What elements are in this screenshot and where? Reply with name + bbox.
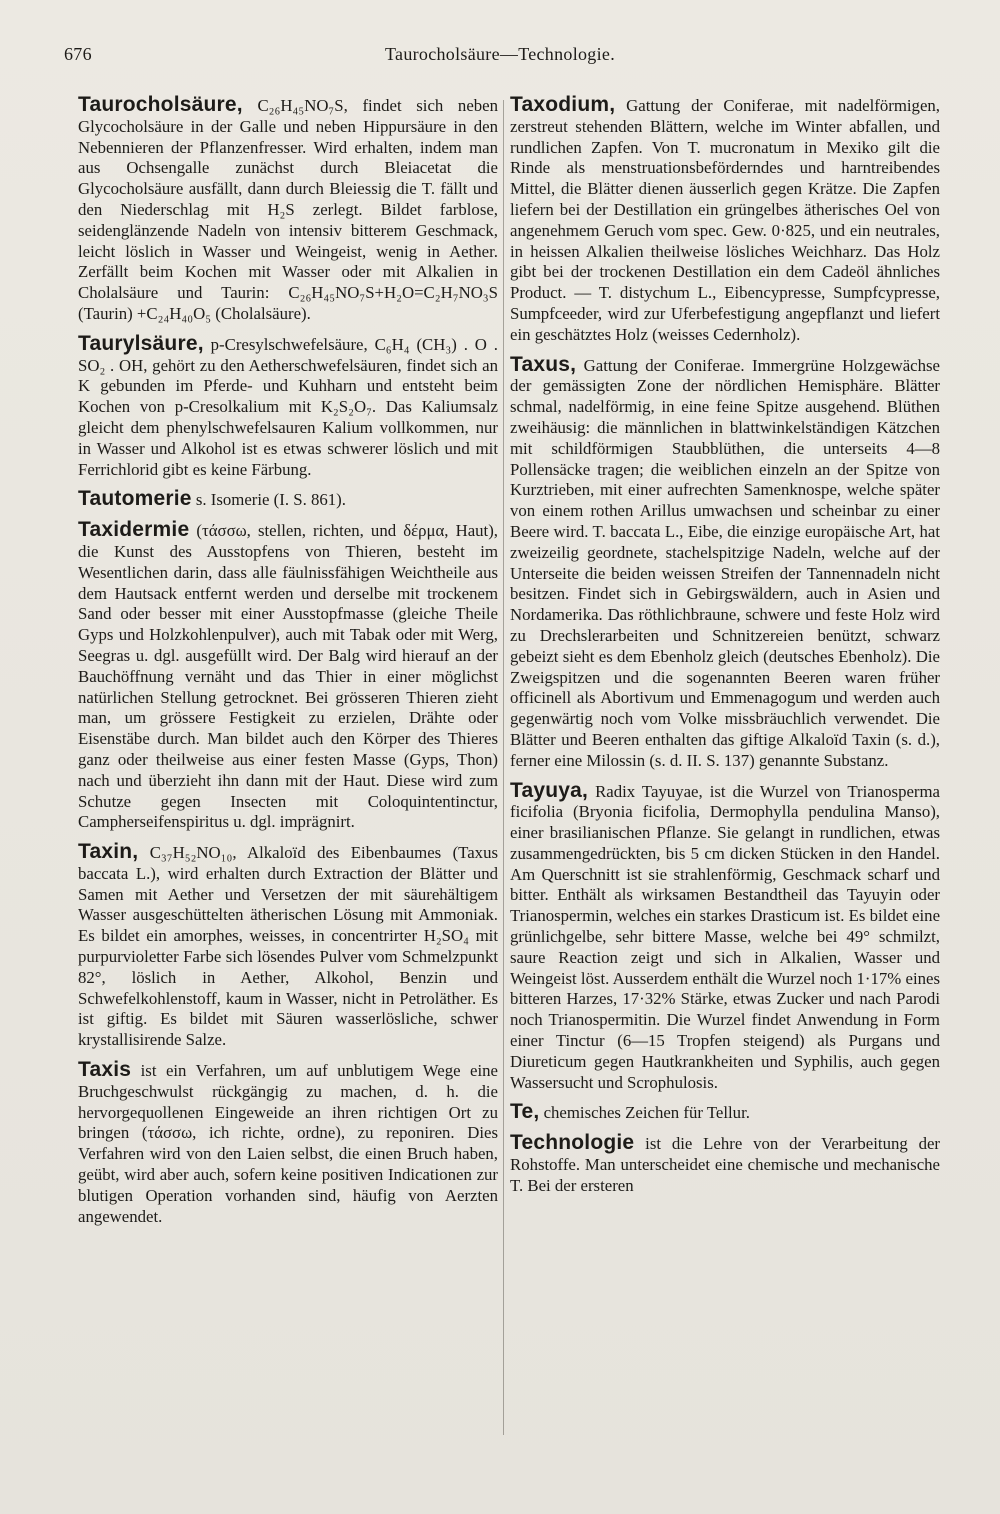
entry-te <box>510 1102 940 1124</box>
entry-headword: Technologie <box>510 1131 635 1155</box>
running-title: Taurocholsäure—Technologie. <box>385 44 615 64</box>
entry-technologie <box>510 1133 940 1196</box>
entry-text: chemisches Zeichen für Tellur. <box>543 1103 750 1123</box>
entry-headword: Taxidermie <box>78 518 190 542</box>
entry-taxidermie <box>78 520 498 833</box>
entry-text: ist ein Verfahren, um auf unblutigem Wege eine Bruchgeschwulst rückgängig zu machen, d. h. die hervorgequollenen Eingeweide an ihren richtigen Ort zu bringen (τάσσω, ich richte, ordne), zu reponiren. Dies Verfahren wird von den Laien selbst, die einen Bruch haben, geübt, wird aber auch, sofern keine positiven Indicationen zur blutigen Operation vorhanden sind, häufig von Aerzten angewendet. <box>78 1061 498 1226</box>
entry-text: s. Isomerie (I. S. 861). <box>195 490 346 510</box>
entry-text: ist die Lehre von der Verarbeitung der Rohstoffe. Man unterscheidet eine chemische und mechanische T. Bei der ersteren <box>510 1134 940 1195</box>
entry-headword: Tautomerie <box>78 487 192 511</box>
left-column <box>78 95 498 1236</box>
entry-headword: Taxus, <box>510 352 577 376</box>
page-number: 676 <box>64 44 92 64</box>
entry-text: Radix Tayuyae, ist die Wurzel von Trianosperma ficifolia (Bryonia ficifolia, Dermophylla pendulina Manso), einer brasilianischen Pflanze. Sie gelangt in rundlichen, etwas zusammengedrückten, bis 5 cm dicken Stücken in den Handel. Am Querschnitt ist sie strahlenförmig, Geschmack scharf und bitter. Enthält als wirksamen Bestandtheil das Tayuyin oder Trianospermin, welches ein starkes Drasticum ist. Es bildet eine grünlichgelbe, sehr bittere Masse, welche bei 49° schmilzt, saure Reaction zeigt und sich in Alkalien, Wasser und Weingeist löst. Ausserdem enthält die Wurzel noch 1·17% eines bitteren Harzes, 17·32% Stärke, etwas Zucker und nach Parodi noch Trianospermitin. Die Wurzel findet Anwendung in Form einer Tinctur (6—15 Tropfen steigend) als Purgans und Diureticum gegen Hautkrankheiten und Syphilis, auch gegen Wassersucht und Scrophulosis. <box>510 781 941 1092</box>
entry-taurylsaeure <box>78 331 498 481</box>
entry-text: C₂₆H₄₅NO₇S, findet sich neben Glycocholsäure in der Galle und neben Hippursäure in den Nebennieren der Pflanzenfresser. Wird erhalten, indem man aus Ochsengalle zunächst durch Bleiacetat die Glycocholsäure ausfällt, dann durch Bleiessig die T. fällt und den Niederschlag mit H₂S zerlegt. Bildet farblose, seidenglänzende Nadeln von intensiv bitterem Geschmack, leicht löslich in Wasser und Weingeist, wenig in Aether. Zerfällt beim Kochen mit Wasser oder mit Alkalien in Cholalsäure und Taurin: C₂₆H₄₅NO₇S+H₂O=C₂H₇NO₃S (Taurin) +C₂₄H₄₀O₅ (Cholalsäure). <box>78 96 498 323</box>
entry-tautomerie <box>78 489 498 511</box>
entry-taxin <box>78 842 498 1051</box>
entry-text: p-Cresylschwefelsäure, C₆H₄ (CH₃) . O . SO₂ . OH, gehört zu den Aetherschwefelsäuren, findet sich an K gebunden im Pferde- und Kuhharn und entsteht beim Kochen von p-Cresolkalium mit K₂S₂O₇. Das Kaliumsalz gleicht dem phenylschwefelsauren Kalium vollkommen, nur in Wasser und Alkohol ist es etwas schwerer löslich und mit Ferrichlorid gibt es keine Färbung. <box>78 334 498 479</box>
column-divider <box>503 100 504 1435</box>
entry-text: Gattung der Coniferae, mit nadelförmigen, zerstreut stehenden Blättern, welche im Winter abfallen, und rundlichen Zapfen. Von T. mucronatum in Mexiko gilt die Rinde als menstruationsbeförderndes und harntreibendes Mittel, die Blätter dienen äusserlich gegen Krätze. Die Zapfen liefern bei der Destillation ein grüngelbes ätherisches Oel von angenehmem Geruch vom spec. Gew. 0·825, und ein neutrales, in heissen Alkalien theilweise lösliches Weichharz. Das Holz gibt bei der trockenen Destillation ein dem Cadeöl ähnliches Product. — T. distychum L., Eibencypresse, Sumpfcypresse, Sumpfceeder, wird zur Uferbefestigung angepflanzt und liefert ein geschätztes Holz (weisses Cedernholz). <box>510 96 940 344</box>
entry-taxus <box>510 352 940 772</box>
entry-text: (τάσσω, stellen, richten, und δέρμα, Haut), die Kunst des Ausstopfens von Thieren, besteht im Wesentlichen darin, dass alle fäulnissfähigen Weichtheile aus dem Hautsack entfernt werden und derselbe mit trockenem Sand oder besser mit einer Ausstopfmasse (gleiche Theile Gyps und Holzkohlenpulver), auch mit Tabak oder mit Werg, Seegras u. dgl. ausgefüllt wird. Der Balg wird hierauf an der Bauchöffnung vernäht und das Thier in einer möglichst natürlichen Stellung getrocknet. Bei grösseren Thieren zieht man, um grössere Festigkeit zu erzielen, Drähte oder Eisenstäbe durch. Man bildet auch den Körper des Thieres ganz oder theilweise aus einer festen Masse (Gyps, Thon) nach und überzieht ihn dann mit der Haut. Diese wird zum Schutze gegen Insecten mit Coloquintentinctur, Campherseifenspiritus u. dgl. imprägnirt. <box>78 521 498 832</box>
entry-headword: Taurocholsäure, <box>78 93 243 116</box>
entry-taxis <box>78 1060 498 1227</box>
entry-tayuya <box>510 778 941 1094</box>
entry-text: C₃₇H₅₂NO₁₀, Alkaloïd des Eibenbaumes (Taxus baccata L.), wird erhalten durch Extraction der Blätter und Samen mit Aether und Versetzen der mit säurehältigem Wasser ausgeschüttelten ätherischen Lösung mit Ammoniak. Es bildet ein amorphes, weisses, in concentrirter H₂SO₄ mit purpurvioletter Farbe sich lösendes Pulver vom Schmelzpunkt 82°, löslich in Aether, Alkohol, Benzin und Schwefelkohlenstoff, kaum in Wasser, nicht in Petroläther. Es ist giftig. Es bildet mit Säuren wasserlösliche, schwer krystallisirende Salze. <box>78 843 498 1050</box>
entry-taxodium <box>510 95 940 346</box>
entry-headword: Taxin, <box>78 840 139 864</box>
entry-headword: Tayuya, <box>510 778 589 802</box>
entry-headword: Taxodium, <box>510 93 616 116</box>
entry-headword: Taurylsäure, <box>78 331 204 355</box>
entry-taurocholsaeure <box>78 95 498 325</box>
right-column <box>510 95 940 1206</box>
entry-headword: Te, <box>510 1100 540 1124</box>
entry-headword: Taxis <box>78 1058 132 1082</box>
entry-text: Gattung der Coniferae. Immergrüne Holzgewächse der gemässigten Zone der nördlichen Hemisphäre. Blätter schmal, nadelförmig, in eine feine Spitze ausgehend. Blüthen zweihäusig: die männlichen in blattwinkelständigen Kätzchen mit schildförmigen Staubblüthen, die unterseits 4—8 Pollensäcke tragen; die weiblichen einzeln an der Spitze von Kurztrieben, mit einer aufrechten Samenknospe, welche später von einem rothen Arillus umwachsen und scheinbar zu einer Beere wird. T. baccata L., Eibe, die einzige europäische Art, hat zweizeilig geordnete, stachelspitzige Nadeln, welche auf der Unterseite die beiden weissen Streifen der Tannennadeln nicht besitzen. Findet sich in Gebirgswäldern, auch in Asien und Nordamerika. Das röthlichbraune, schwere und feste Holz wird zu Drechslerarbeiten und Schnitzereien benützt, schwarz gebeizt sieht es dem Ebenholz gleich (deutsches Ebenholz). Die Zweigspitzen und die sogenannten Beeren waren früher officinell als Abortivum und Emmenagogum und werden auch gegenwärtig noch vom Volke missbräuchlich verwendet. Die Blätter und Beeren enthalten das giftige Alkaloïd Taxin (s. d.), ferner eine Milossin (s. d. II. S. 137) genannte Substanz. <box>510 355 940 770</box>
